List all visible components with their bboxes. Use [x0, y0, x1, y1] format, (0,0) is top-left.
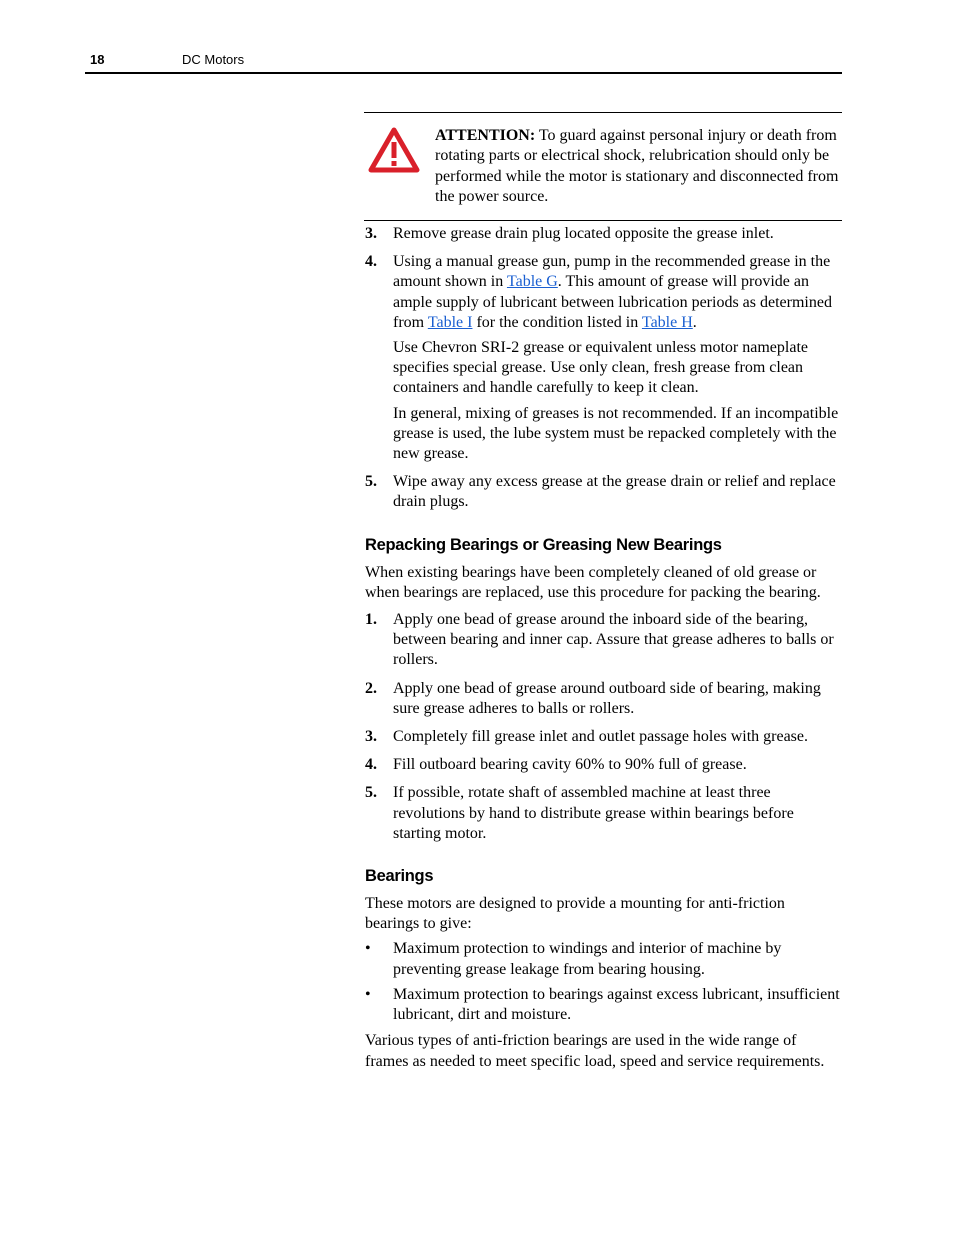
step-5 [365, 472, 842, 512]
step-text-part: Using a manual grease gun, pump in the recommended grease in the amount shown in [393, 253, 831, 291]
bullet-text: Maximum protection to windings and interior of machine by preventing grease leakage from bearing housing. [393, 940, 782, 978]
step-text [393, 252, 842, 333]
bearing-bullet-1 [365, 939, 842, 979]
repack-step-2 [365, 679, 842, 719]
repack-step-3 [365, 727, 842, 747]
attention-message: To guard against personal injury or death from rotating parts or electrical shock, relubrication should only be performed while the motor is stationary and disconnected from the power source. [435, 127, 839, 205]
step-text: Wipe away any excess grease at the grease drain or relief and replace drain plugs. [393, 473, 836, 511]
grease-mixing-note: In general, mixing of greases is not recommended. If an incompatible grease is used, the lube system must be repacked completely with the new grease. [393, 404, 839, 463]
table-g-link[interactable]: Table G [506, 273, 558, 291]
page-header [85, 50, 842, 74]
step-number: 2. [365, 679, 377, 697]
page-number: 18 [90, 52, 105, 67]
step-number: 3. [365, 728, 377, 746]
step-number: 5. [365, 473, 377, 491]
repack-step-1 [365, 610, 842, 671]
step-number: 3. [365, 225, 377, 242]
main-content [365, 222, 842, 1072]
attention-text [435, 126, 840, 207]
step-number: 4. [365, 756, 377, 774]
step-text: Fill outboard bearing cavity 60% to 90% full of grease. [393, 756, 747, 774]
warning-triangle-icon [368, 127, 420, 173]
bearing-bullet-2 [365, 985, 842, 1025]
bullet-text: Maximum protection to bearings against excess lubricant, insufficient lubricant, dirt and moisture. [393, 985, 840, 1024]
step-number: 1. [365, 611, 377, 629]
bullet-mark: • [365, 940, 371, 958]
attention-label: ATTENTION: [435, 127, 536, 144]
step-3 [365, 224, 842, 244]
attention-box [364, 112, 842, 221]
step-text-part: . This amount of grease will provide an ample supply of lubricant between lubrication periods as determined from [393, 273, 832, 331]
step-text: Apply one bead of grease around outboard side of bearing, making sure grease adheres to balls or rollers. [393, 679, 821, 717]
step-number: 5. [365, 784, 377, 802]
document-title: DC Motors [182, 52, 245, 67]
repack-step-5 [365, 783, 842, 844]
repacking-intro: When existing bearings have been completely cleaned of old grease or when bearings are replaced, use this procedure for packing the bearing. [365, 563, 821, 601]
table-h-link[interactable]: Table H [641, 313, 693, 331]
bullet-mark: • [365, 985, 371, 1003]
step-text: Completely fill grease inlet and outlet passage holes with grease. [393, 728, 808, 746]
bearings-closing: Various types of anti-friction bearings are used in the wide range of frames as needed to meet specific load, speed and service requirements. [365, 1032, 825, 1070]
grease-type-note: Use Chevron SRI-2 grease or equivalent unless motor nameplate specifies special grease. Use only clean, fresh grease from clean containers and handle carefully to keep it clean. [393, 339, 808, 397]
step-number: 4. [365, 253, 377, 271]
repack-step-4 [365, 755, 842, 775]
section-heading-bearings: Bearings [365, 867, 434, 886]
step-text-part: . [692, 313, 697, 331]
step-text: Apply one bead of grease around the inboard side of the bearing, between bearing and inner cap. Assure that grease adheres to balls or rollers. [393, 611, 834, 669]
step-text: Remove grease drain plug located opposite the grease inlet. [393, 225, 774, 242]
step-text: If possible, rotate shaft of assembled machine at least three revolutions by hand to distribute grease within bearings before starting motor. [393, 784, 794, 842]
table-i-link[interactable]: Table I [427, 313, 473, 331]
section-heading-repacking: Repacking Bearings or Greasing New Bearings [365, 535, 722, 554]
step-4 [365, 252, 842, 464]
bearings-intro: These motors are designed to provide a mounting for anti-friction bearings to give: [365, 895, 785, 933]
step-text-part: for the condition listed in [472, 313, 642, 331]
